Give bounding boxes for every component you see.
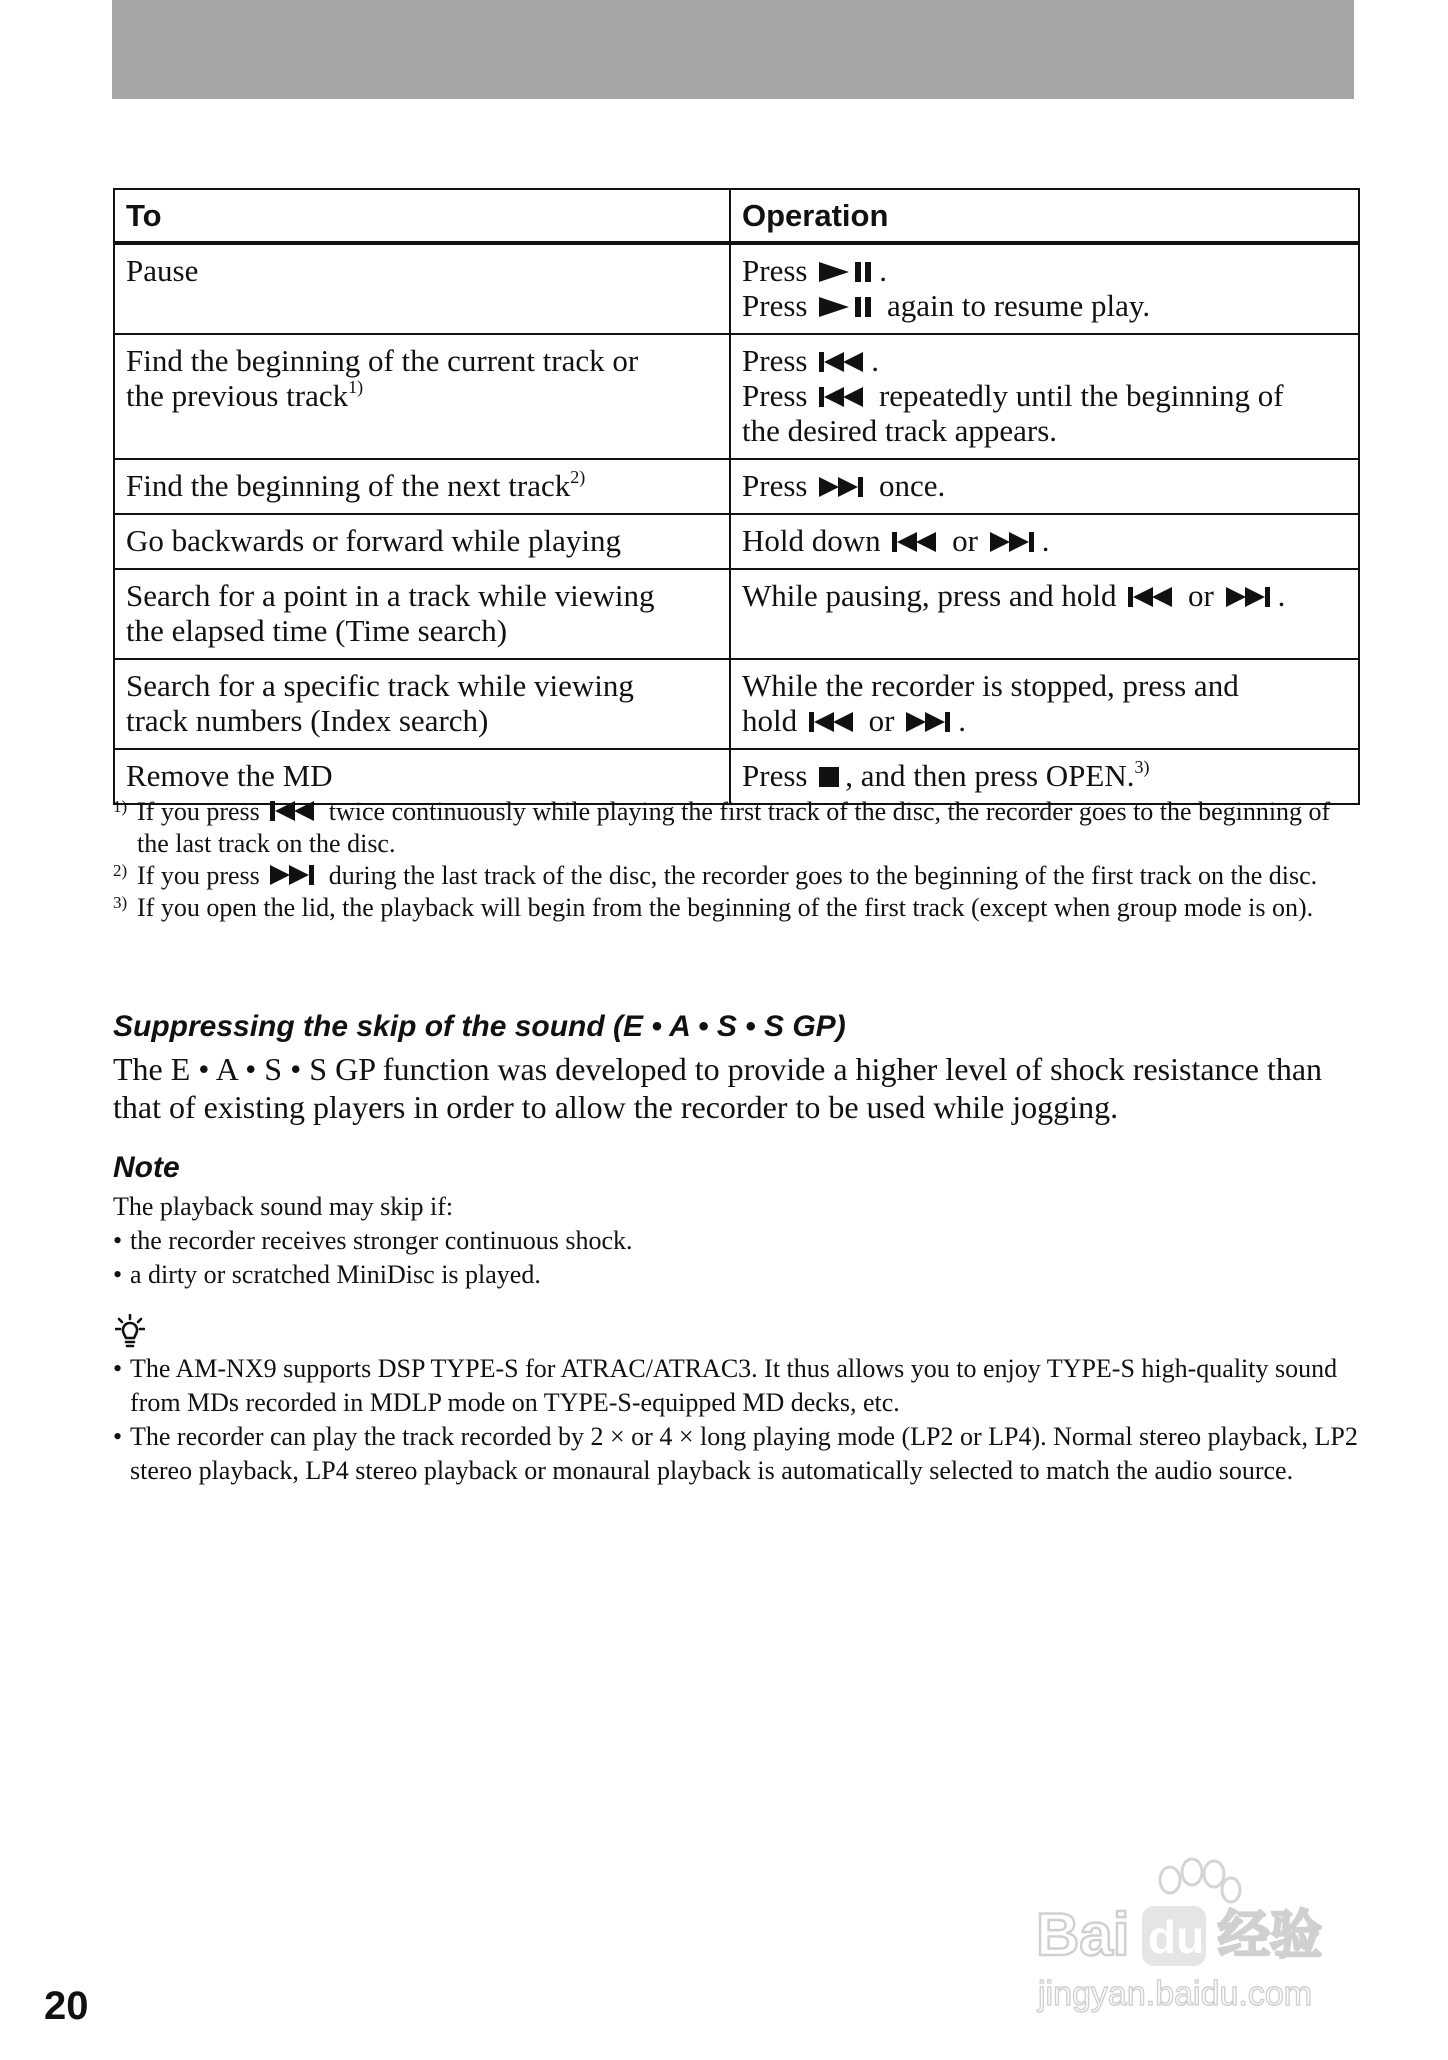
text-segment: or xyxy=(944,523,986,558)
text-segment: or xyxy=(860,703,903,738)
watermark-brand-a: Bai xyxy=(1036,1901,1130,1968)
text-segment: . xyxy=(871,343,879,378)
lightbulb-icon xyxy=(115,1314,145,1353)
text-segment: . xyxy=(1277,578,1286,613)
text-segment: Pause xyxy=(126,253,199,288)
footnote-ref: 3) xyxy=(1134,757,1150,777)
table-row xyxy=(114,459,1359,514)
footnote-mark: 2) xyxy=(113,861,128,880)
baidu-watermark xyxy=(1020,1840,1360,2025)
column-header-to: To xyxy=(114,189,730,243)
text-segment: , and then press OPEN. xyxy=(845,758,1135,793)
cell-line xyxy=(126,758,719,793)
footnote xyxy=(113,892,1363,924)
cell-to xyxy=(114,659,730,749)
cell-operation xyxy=(730,459,1359,514)
cell-line xyxy=(126,378,719,413)
text-segment: again to resume play. xyxy=(879,288,1151,323)
next-track-icon xyxy=(1226,585,1274,609)
cell-operation xyxy=(730,659,1359,749)
cell-operation xyxy=(730,243,1359,334)
previous-track-icon xyxy=(270,799,318,823)
cell-line xyxy=(742,668,1348,703)
text-segment: the elapsed time (Time search) xyxy=(126,613,508,648)
cell-to xyxy=(114,334,730,459)
cell-operation xyxy=(730,569,1359,659)
text-segment: during the last track of the disc, the recorder goes to the beginning of the first track on the disc. xyxy=(322,861,1318,890)
page-number: 20 xyxy=(44,1984,89,2028)
text-segment: Press xyxy=(742,253,816,288)
text-segment: While pausing, press and hold xyxy=(742,578,1125,613)
table-row xyxy=(114,514,1359,569)
cell-line xyxy=(742,253,1348,288)
next-track-icon xyxy=(270,863,318,887)
text-segment: . xyxy=(879,253,887,288)
next-track-icon xyxy=(906,710,954,734)
cell-line xyxy=(126,468,719,503)
cell-line xyxy=(742,578,1348,613)
text-segment: hold xyxy=(742,703,805,738)
text-segment: Search for a point in a track while viewing xyxy=(126,578,655,613)
text-segment: If you press xyxy=(137,797,267,826)
footnote-mark: 1) xyxy=(113,797,128,816)
text-segment: Find the beginning of the next track xyxy=(126,468,571,503)
cell-line xyxy=(126,668,719,703)
header-band xyxy=(112,0,1354,99)
text-segment: Press xyxy=(742,288,816,323)
text-segment: Find the beginning of the current track or xyxy=(126,343,639,378)
table-row xyxy=(114,569,1359,659)
note-item: • a dirty or scratched MiniDisc is played. xyxy=(113,1258,1363,1292)
table-header-row xyxy=(114,189,1359,243)
cell-operation xyxy=(730,514,1359,569)
next-track-icon xyxy=(819,475,867,499)
cell-operation xyxy=(730,334,1359,459)
previous-track-icon xyxy=(819,350,867,374)
note-title: Note xyxy=(113,1151,180,1184)
table-row xyxy=(114,659,1359,749)
note-item: • the recorder receives stronger continuous shock. xyxy=(113,1224,1363,1258)
watermark-brand-b: du xyxy=(1148,1911,1205,1963)
operations-table xyxy=(113,188,1360,805)
cell-line xyxy=(742,343,1348,378)
cell-line xyxy=(742,523,1348,558)
text-segment: Search for a specific track while viewing xyxy=(126,668,634,703)
play-pause-icon xyxy=(819,260,875,284)
footnote-mark: 3) xyxy=(113,893,128,912)
text-segment: or xyxy=(1180,578,1222,613)
text-segment: twice continuously while playing the first track of the disc, the recorder goes to the beginning of the last track on the disc. xyxy=(137,797,1331,858)
cell-to xyxy=(114,569,730,659)
tip-item: • The AM-NX9 supports DSP TYPE-S for ATRAC/ATRAC3. It thus allows you to enjoy TYPE-S high-quality sound from MDs recorded in MDLP mode on TYPE-S-equipped MD decks, etc. xyxy=(113,1352,1363,1420)
cell-line xyxy=(742,413,1348,448)
stop-icon xyxy=(819,765,841,789)
section-body: The E • A • S • S GP function was developed to provide a higher level of shock resistance than that of existing players in order to allow the recorder to be used while jogging. xyxy=(113,1051,1323,1125)
cell-line xyxy=(126,253,719,288)
text-segment: Go backwards or forward while playing xyxy=(126,523,621,558)
text-segment: Press xyxy=(742,378,816,413)
section-title: Suppressing the skip of the sound (E • A • S • S GP) xyxy=(113,1010,846,1043)
text-segment: the previous track xyxy=(126,378,349,413)
cell-line xyxy=(126,523,719,558)
text-segment: once. xyxy=(871,468,946,503)
text-segment: the desired track appears. xyxy=(742,413,1058,448)
tip-item: • The recorder can play the track recorded by 2 × or 4 × long playing mode (LP2 or LP4). Normal stereo playback, LP2 stereo playback, LP4 stereo playback or monaural playback is automatically selected to match the audio source. xyxy=(113,1420,1363,1488)
cell-line xyxy=(126,703,719,738)
text-segment: Hold down xyxy=(742,523,889,558)
footnote-ref: 2) xyxy=(570,467,586,487)
previous-track-icon xyxy=(819,385,867,409)
text-segment: While the recorder is stopped, press and xyxy=(742,668,1239,703)
footnote-ref: 1) xyxy=(348,377,364,397)
text-segment: If you open the lid, the playback will begin from the beginning of the first track (except when group mode is on). xyxy=(137,893,1314,922)
tips xyxy=(113,1352,1363,1488)
cell-line xyxy=(742,703,1348,738)
note-body xyxy=(113,1190,1363,1292)
text-segment: Remove the MD xyxy=(126,758,333,793)
footnote xyxy=(113,860,1363,892)
cell-line xyxy=(126,613,719,648)
cell-line xyxy=(742,288,1348,323)
cell-line xyxy=(742,378,1348,413)
cell-line xyxy=(742,468,1348,503)
note-intro: The playback sound may skip if: xyxy=(113,1192,454,1221)
play-pause-icon xyxy=(819,295,875,319)
table-row xyxy=(114,334,1359,459)
text-segment: Press xyxy=(742,758,816,793)
text-segment: Press xyxy=(742,343,816,378)
column-header-operation: Operation xyxy=(730,189,1359,243)
cell-line xyxy=(126,578,719,613)
cell-to xyxy=(114,514,730,569)
cell-to xyxy=(114,243,730,334)
previous-track-icon xyxy=(809,710,857,734)
next-track-icon xyxy=(990,530,1038,554)
previous-track-icon xyxy=(892,530,940,554)
table-row xyxy=(114,243,1359,334)
previous-track-icon xyxy=(1128,585,1176,609)
footnote xyxy=(113,796,1363,860)
text-segment: . xyxy=(958,703,966,738)
text-segment: track numbers (Index search) xyxy=(126,703,489,738)
text-segment: repeatedly until the beginning of xyxy=(871,378,1284,413)
text-segment: Press xyxy=(742,468,816,503)
footnotes xyxy=(113,796,1363,924)
watermark-url: jingyan.baidu.com xyxy=(1038,1975,1313,2013)
cell-line xyxy=(126,343,719,378)
cell-to xyxy=(114,459,730,514)
text-segment: If you press xyxy=(137,861,267,890)
watermark-brand-c: 经验 xyxy=(1218,1906,1323,1966)
cell-line xyxy=(742,758,1348,793)
text-segment: . xyxy=(1041,523,1050,558)
